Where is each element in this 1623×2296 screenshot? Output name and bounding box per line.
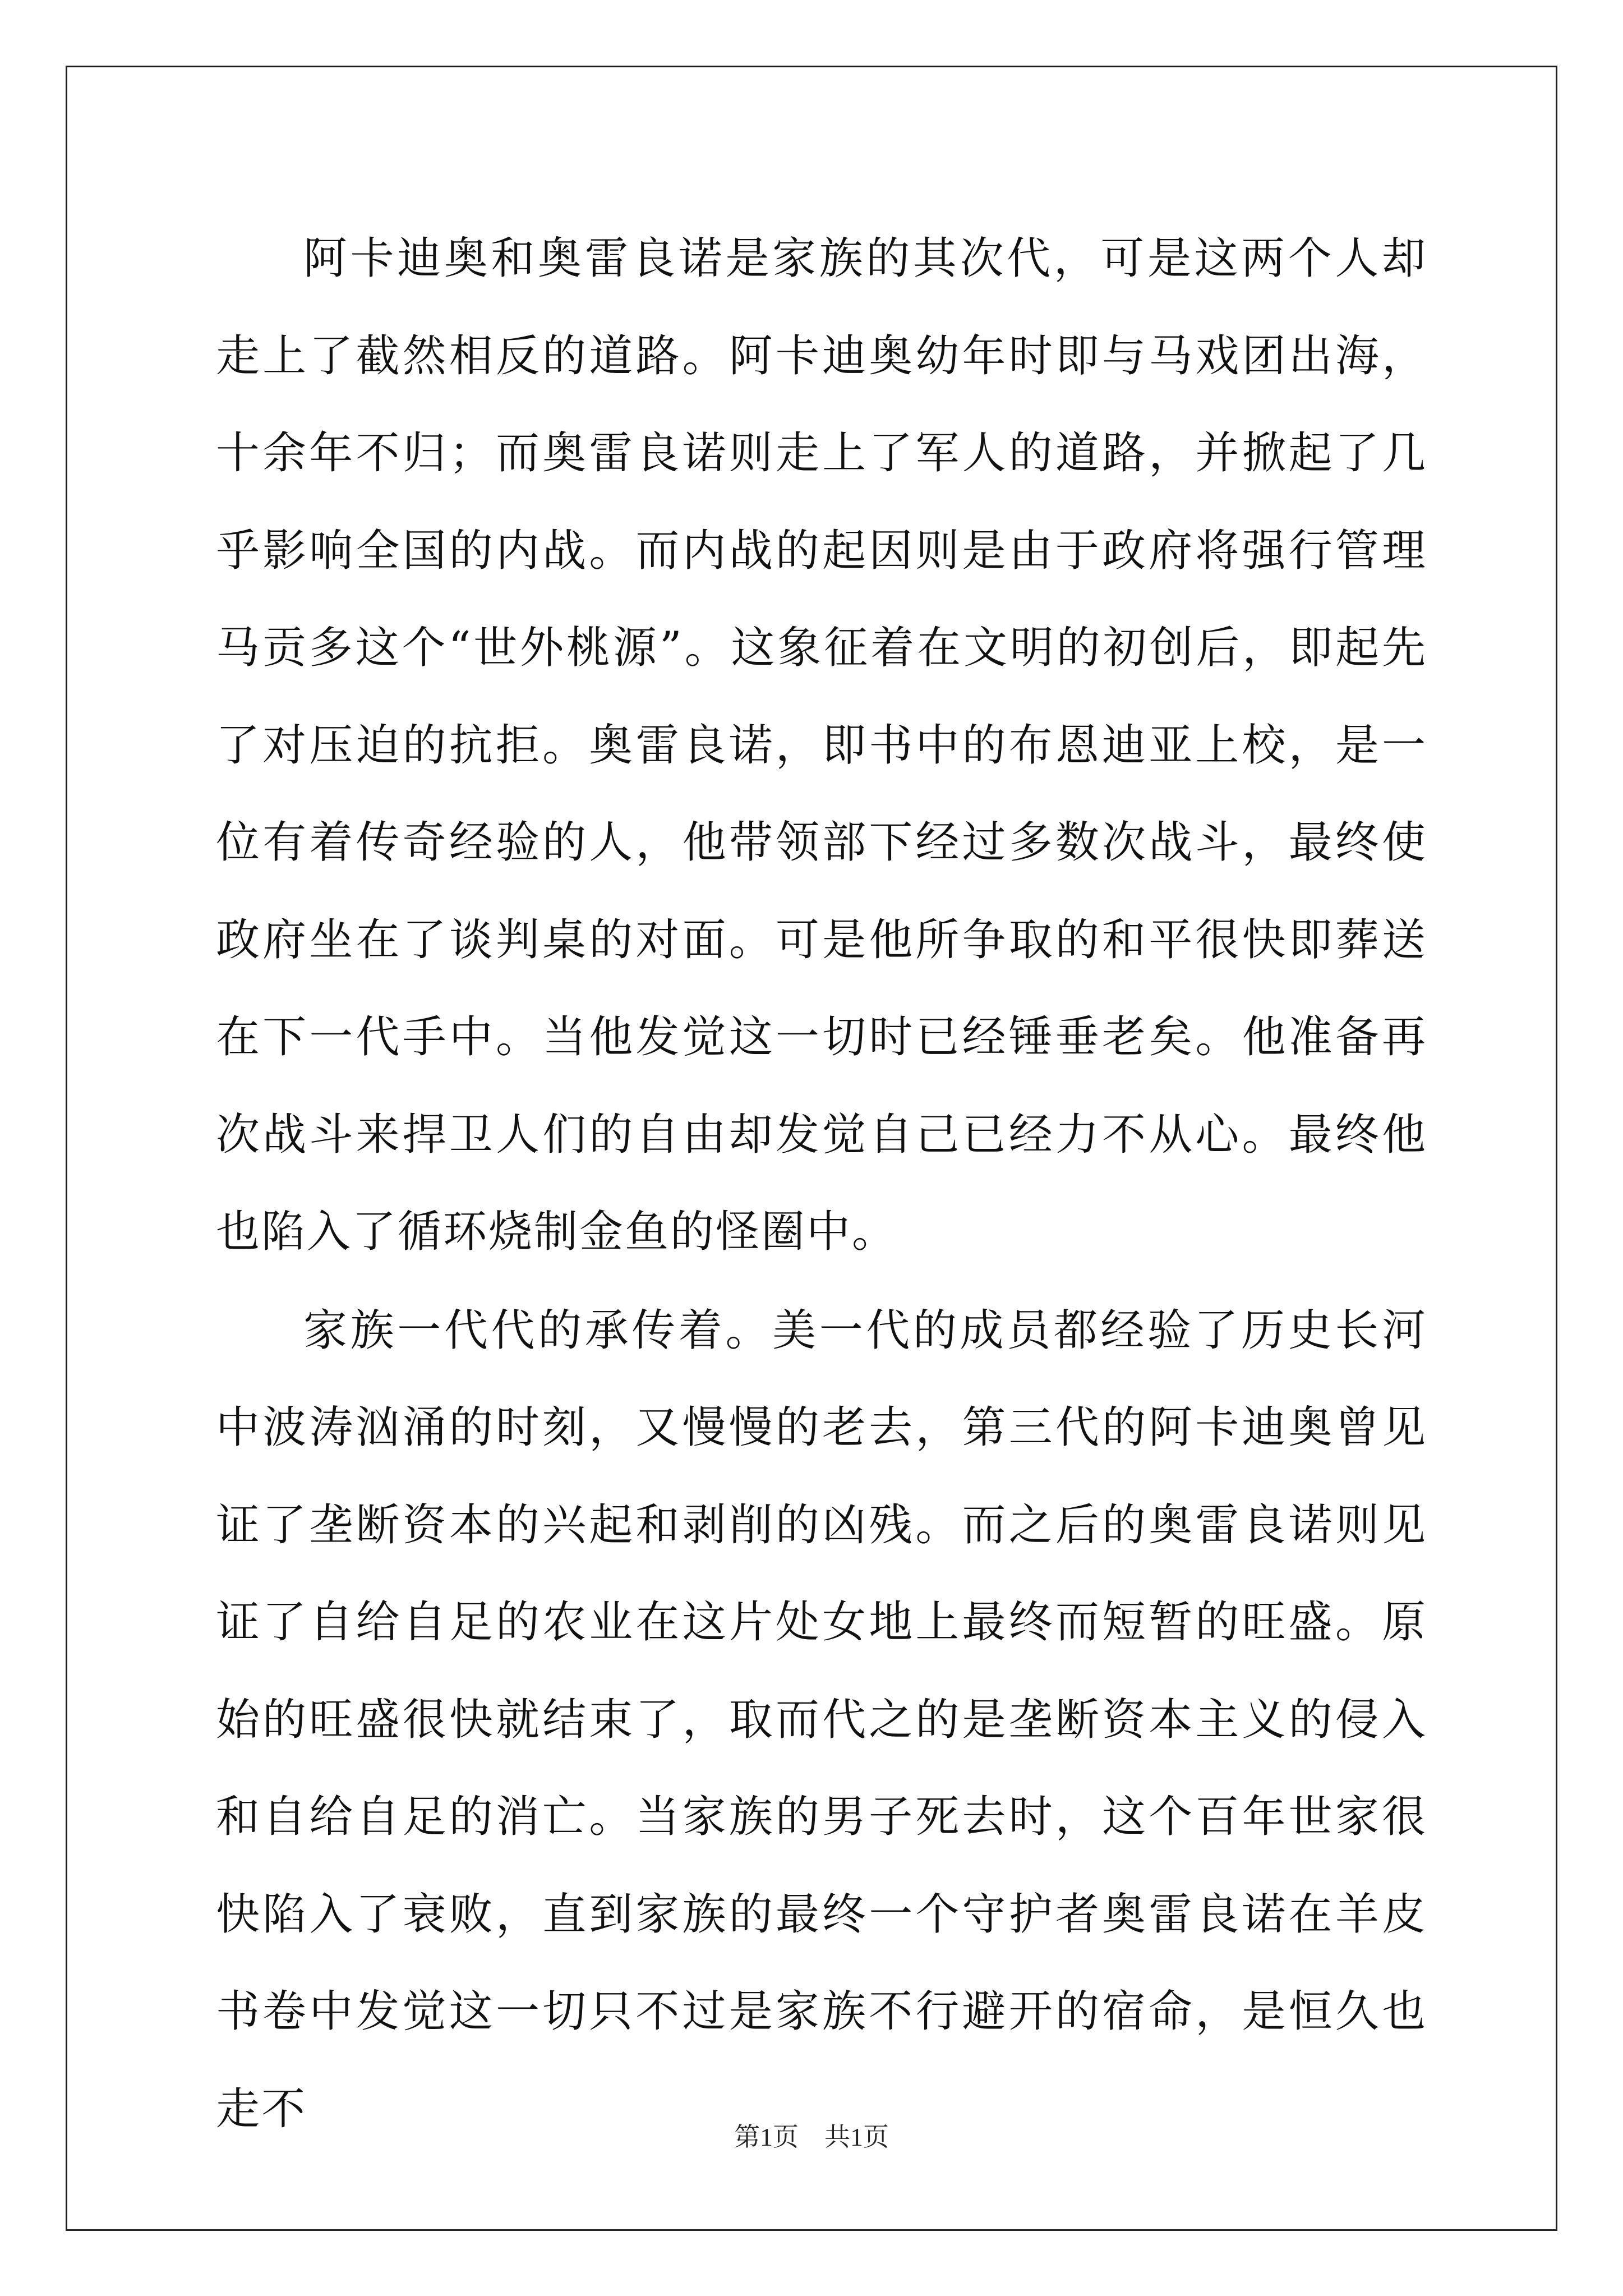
document-body [216,210,1427,2158]
page-footer: 第1页 共1页 [734,2123,889,2151]
paragraph-2: 家族一代代的承传着。美一代的成员都经验了历史长河中波涛汹涌的时刻，又慢慢的老去，第三代的阿卡迪奥曾见证了垄断资本的兴起和剥削的凶残。而之后的奥雷良诺则见证了自给自足的农业在这片处女地上最终而短暂的旺盛。原始的旺盛很快就结束了，取而代之的是垄断资本主义的侵入和自给自足的消亡。当家族的男子死去时，这个百年世家很快陷入了衰败，直到家族的最终一个守护者奥雷良诺在羊皮书卷中发觉这一切只不过是家族不行避开的宿命，是恒久也走不 [216,1305,1427,2134]
paragraph-1: 阿卡迪奥和奥雷良诺是家族的其次代，可是这两个人却走上了截然相反的道路。阿卡迪奥幼年时即与马戏团出海，十余年不归；而奥雷良诺则走上了军人的道路，并掀起了几乎影响全国的内战。而内战的起因则是由于政府将强行管理马贡多这个“世外桃源”。这象征着在文明的初创后，即起先了对压迫的抗拒。奥雷良诺，即书中的布恩迪亚上校，是一位有着传奇经验的人，他带领部下经过多数次战斗，最终使政府坐在了谈判桌的对面。可是他所争取的和平很快即葬送在下一代手中。当他发觉这一切时已经锤垂老矣。他准备再次战斗来捍卫人们的自由却发觉自己已经力不从心。最终他也陷入了循环烧制金鱼的怪圈中。 [216,233,1427,1257]
